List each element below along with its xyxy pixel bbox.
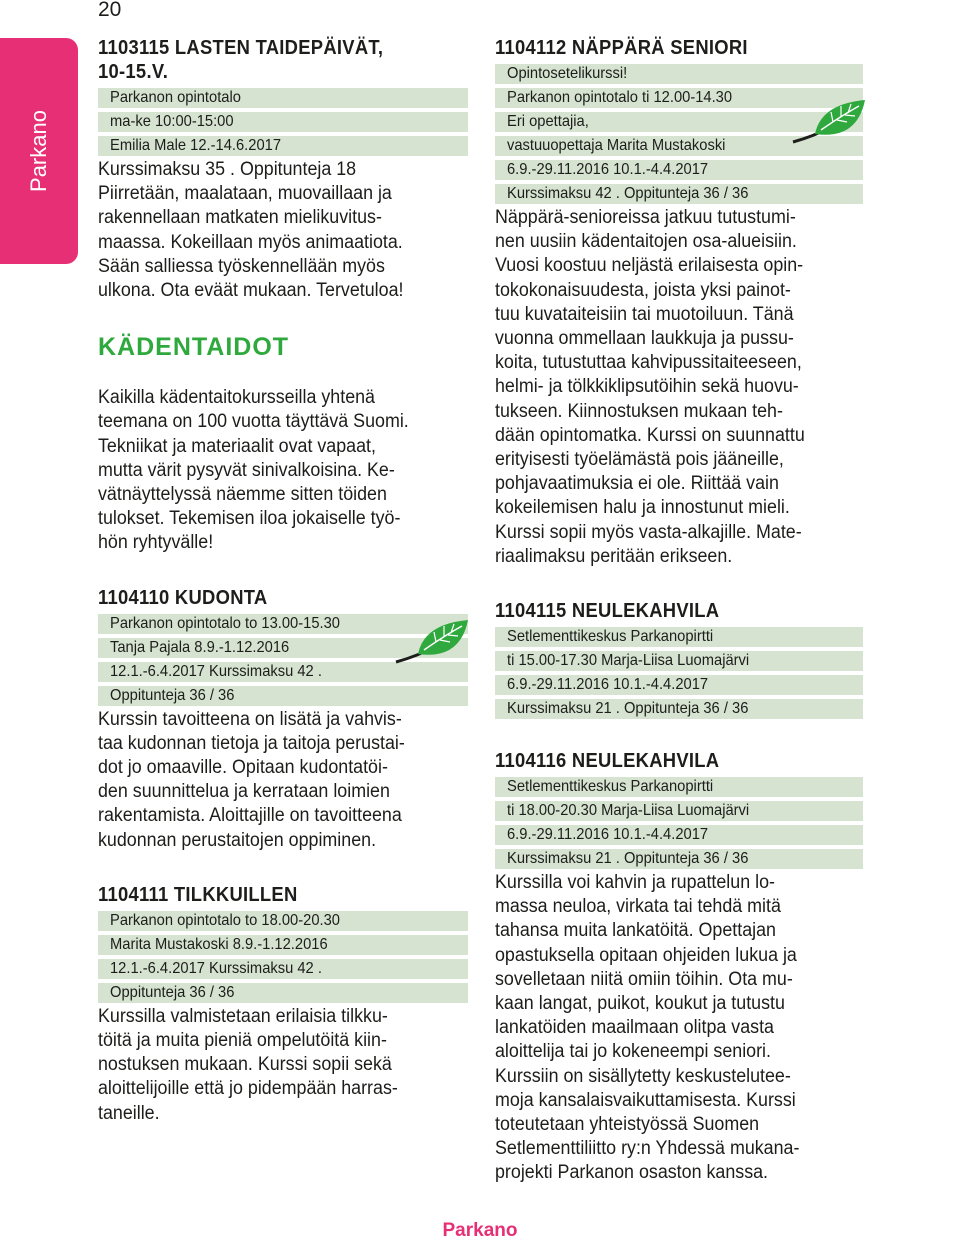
course-kudonta [98,586,468,853]
text-line: aloittelija tai jo kokeneempi seniori. [495,1041,771,1063]
course-info-bar: Oppitunteja 36 / 36 [98,686,468,706]
text-line: Kurssiin on sisällytetty keskustelutee- [495,1065,791,1087]
text-line: Vuosi koostuu neljästä erilaisesta opin- [495,255,804,277]
course-info-bar: ma-ke 10:00-15:00 [98,112,468,132]
course-info-bar: Tanja Pajala 8.9.-1.12.2016 [98,638,468,658]
course-description [98,1005,466,1126]
text-line: Kurssi sopii myös vasta-alkajille. Mate- [495,521,802,543]
text-line: Kurssimaksu 35 . Oppitunteja 18 [98,159,357,180]
text-line: dot jo omaaville. Opitaan kudontatöi- [98,757,388,779]
side-tab [0,38,78,264]
course-info-bar: Parkanon opintotalo [98,88,468,108]
course-info-bar: Kurssimaksu 21 . Oppitunteja 36 / 36 [495,699,863,719]
course-lasten-taidepaivat [98,36,468,303]
section-heading: KÄDENTAIDOT [98,333,290,362]
right-column [495,30,863,1216]
text-line: Tekniikat ja materiaalit ovat vapaat, [98,435,376,457]
text-line: kudonnan perustaitojen oppiminen. [98,829,377,851]
text-line: dään opintomatka. Kurssi on suunnattu [495,424,805,446]
course-title-line2: 10-15.V. [98,61,169,83]
course-info-bar: Opintosetelikurssi! [495,64,863,84]
text-line: Näppärä-senioreissa jatkuu tutustumi- [495,207,796,228]
text-line: tulokset. Tekemisen iloa jokaiselle työ- [98,508,401,530]
text-line: nen uusiin kädentaitojen osa-alueisiin. [495,231,797,253]
text-line: Piirretään, maalataan, muovaillaan ja [98,183,392,205]
course-info-bar: Parkanon opintotalo to 18.00-20.30 [98,911,468,931]
text-line: lankatöiden maailmaan olitpa vasta [495,1017,774,1039]
text-line: vätnäyttelyssä näemme sitten töiden [98,484,387,506]
text-line: kokeilemisen halu ja innostunut mieli. [495,497,790,519]
text-line: moja kansalaisvaikuttamisesta. Kurssi [495,1089,796,1111]
course-title: 1104110 KUDONTA [98,586,268,609]
text-line: Kurssin tavoitteena on lisätä ja vahvis- [98,708,402,730]
footer-label: Parkano [442,1220,518,1241]
course-info-bar: ti 18.00-20.30 Marja-Liisa Luomajärvi [495,801,863,821]
text-line: vuonna ommellaan laukkuja ja pussu- [495,328,794,350]
text-line: hön ryhtyvälle! [98,532,214,554]
course-info-bar: Oppitunteja 36 / 36 [98,983,468,1003]
side-tab-label: Parkano [26,110,51,192]
text-line: kaan langat, puikot, koukut ja tutustu [495,993,785,1015]
text-line: riaalimaksu peritään erikseen. [495,545,733,567]
text-line: Setlementtiliitto ry:n Yhdessä mukana- [495,1138,800,1160]
text-line: Kurssilla valmistetaan erilaisia tilkku- [98,1005,388,1027]
text-line: rakentamista. Aloittajille on tavoitteena [98,805,402,827]
text-line: töitä ja muita pieniä ompelutöitä kiin- [98,1030,387,1052]
text-line: ulkona. Ota eväät mukaan. Tervetuloa! [98,280,404,302]
text-line: mutta värit pysyvät sinivalkoisina. Ke- [98,459,395,481]
text-line: helmi- ja tölkkiklipsutöihin sekä huovu- [495,376,799,398]
course-description [98,158,466,303]
text-line: toteutetaan yhteistyössä Suomen [495,1114,760,1136]
course-description [98,708,466,853]
text-line: pohjavaatimuksia ei ole. Riittää vain [495,473,779,495]
leaf-icon [388,616,474,672]
course-info-bar: Marita Mustakoski 8.9.-1.12.2016 [98,935,468,955]
course-info-bar: Setlementtikeskus Parkanopirtti [495,627,863,647]
course-info-bar: Parkanon opintotalo to 13.00-15.30 [98,614,468,634]
text-line: tahansa muita lankatöitä. Opettajan [495,920,776,942]
course-tilkkuillen [98,883,468,1126]
course-info-bar: Kurssimaksu 21 . Oppitunteja 36 / 36 [495,849,863,869]
text-line: sovelletaan niitä omiin töihin. Ota mu- [495,968,793,990]
course-info-bar: 6.9.-29.11.2016 10.1.-4.4.2017 [495,160,863,180]
text-line: rakennellaan matkaten mielikuvitus- [98,207,382,229]
course-description [495,206,863,569]
course-info-bar: Eri opettajia, [495,112,863,132]
course-neulekahvila-day [495,599,863,719]
text-line: koita, tutustuttaa kahvipussitaiteeseen, [495,352,802,374]
course-title: 1104116 NEULEKAHVILA [495,750,720,773]
text-line: Kurssilla voi kahvin ja rupattelun lo- [495,872,775,894]
course-info-bar: ti 15.00-17.30 Marja-Liisa Luomajärvi [495,651,863,671]
course-nappara-seniori [495,36,863,569]
text-line: taa kudonnan tietoja ja taitoja perustai- [98,732,405,754]
course-info-bar: Setlementtikeskus Parkanopirtti [495,777,863,797]
text-line: tukseen. Kiinnostuksen mukaan teh- [495,400,783,422]
text-line: projekti Parkanon osaston kanssa. [495,1162,769,1184]
text-line: taneille. [98,1102,160,1124]
text-line: massa neuloa, virkata tai tehdä mitä [495,896,781,918]
text-line: tuu kuvataiteisiin tai muotoiluun. Tänä [495,303,794,325]
course-info-bar: vastuuopettaja Marita Mustakoski [495,136,863,156]
text-line: tokokonaisuudesta, joista yksi painot- [495,279,791,301]
course-info-bar: 6.9.-29.11.2016 10.1.-4.4.2017 [495,825,863,845]
section-intro [98,386,466,555]
text-line: maassa. Kokeillaan myös animaatiota. [98,231,403,253]
left-column [98,30,468,1156]
course-neulekahvila-evening [495,749,863,1186]
course-title: 1104115 NEULEKAHVILA [495,600,720,623]
text-line: den suunnittelua ja kerrataan loimien [98,781,390,803]
text-line: erityisesti työelämästä pois jääneille, [495,449,784,471]
course-info-bar: Emilia Male 12.-14.6.2017 [98,136,468,156]
course-description [495,871,863,1186]
page-number: 20 [98,0,122,21]
course-title: 1103115 LASTEN TAIDEPÄIVÄT, [98,37,384,59]
text-line: Kaikilla kädentaitokursseilla yhtenä [98,387,375,409]
course-title: 1104111 TILKKUILLEN [98,883,298,906]
course-info-bar: Kurssimaksu 42 . Oppitunteja 36 / 36 [495,184,863,204]
text-line: opastuksella opitaan ohjeiden lukua ja [495,944,797,966]
course-info-bar: 6.9.-29.11.2016 10.1.-4.4.2017 [495,675,863,695]
course-info-bar: Parkanon opintotalo ti 12.00-14.30 [495,88,863,108]
course-info-bar: 12.1.-6.4.2017 Kurssimaksu 42 . [98,959,468,979]
text-line: nostuksen mukaan. Kurssi sopii sekä [98,1054,392,1076]
course-title: 1104112 NÄPPÄRÄ SENIORI [495,37,748,59]
course-info-bar: 12.1.-6.4.2017 Kurssimaksu 42 . [98,662,468,682]
leaf-icon [785,96,871,152]
text-line: teemana on 100 vuotta täyttävä Suomi. [98,411,409,433]
text-line: Sään salliessa työskennellään myös [98,255,385,277]
text-line: aloittelijoille että jo pidempään harras- [98,1078,398,1100]
